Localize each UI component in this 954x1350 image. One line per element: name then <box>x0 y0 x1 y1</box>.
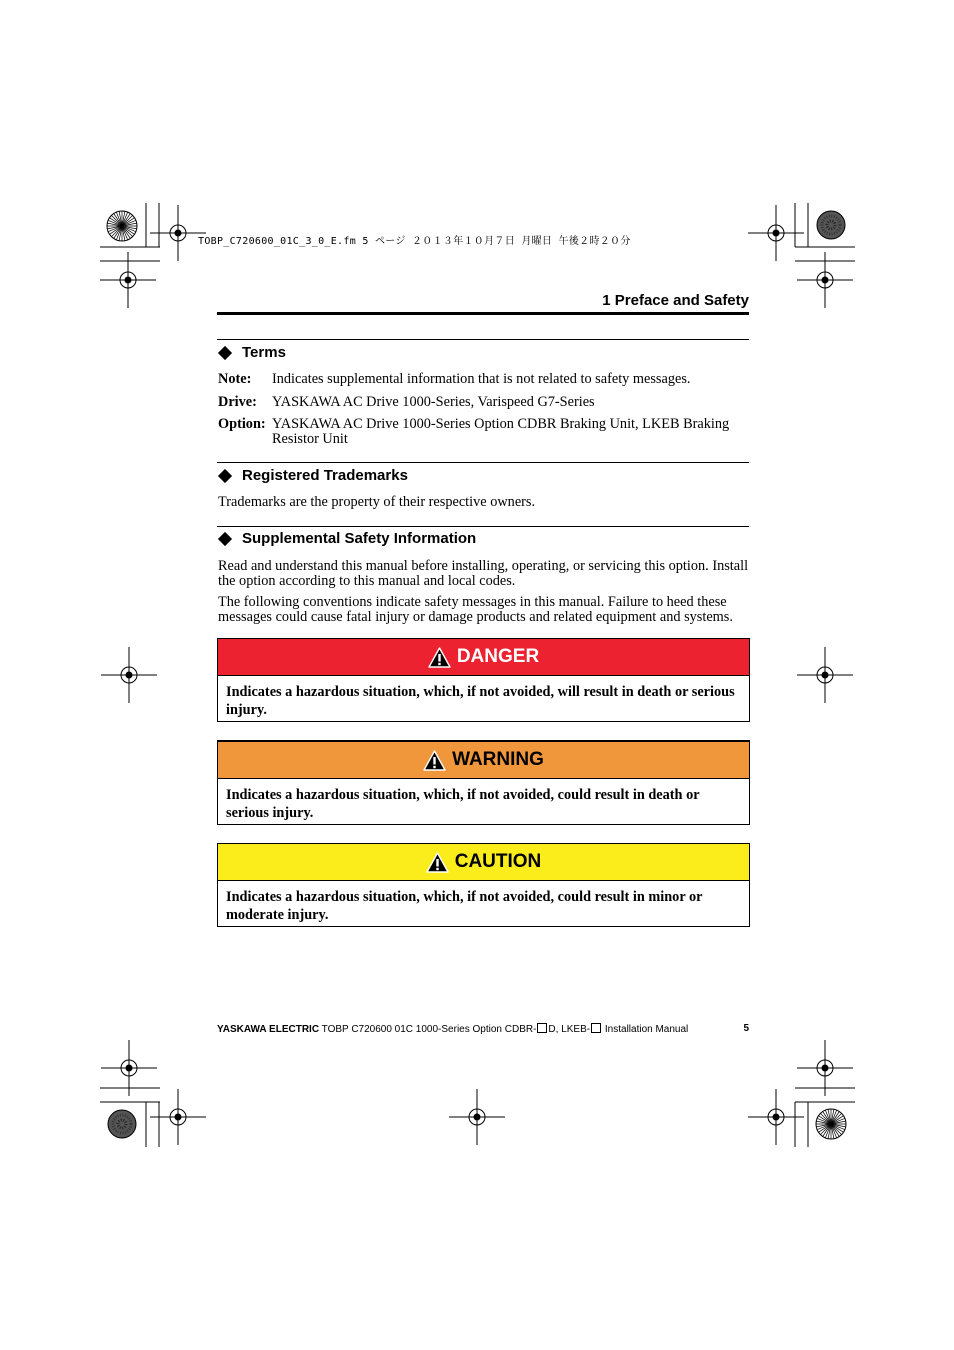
term-value: Indicates supplemental information that is not related to safety messages. <box>272 371 691 387</box>
diamond-bullet-icon <box>218 468 232 482</box>
danger-box <box>217 638 750 722</box>
warning-text: Indicates a hazardous situation, which, if not avoided, could result in death or serious injury. <box>226 787 700 821</box>
footer-doc-part1: TOBP C720600 01C 1000-Series Option CDBR- <box>321 1024 537 1035</box>
footer-doc-info <box>217 1023 688 1035</box>
warning-triangle-icon <box>426 852 449 873</box>
placeholder-box-icon <box>591 1023 601 1033</box>
diamond-bullet-icon <box>218 531 232 545</box>
placeholder-box-icon <box>537 1023 547 1033</box>
danger-header <box>218 639 749 676</box>
term-key: Option: <box>218 416 266 432</box>
chapter-rule <box>217 312 749 315</box>
caution-box <box>217 843 750 927</box>
diamond-bullet-icon <box>218 345 232 359</box>
trademarks-heading <box>217 467 408 484</box>
warning-box <box>217 740 750 825</box>
section-rule <box>217 526 749 527</box>
danger-label: DANGER <box>456 646 540 667</box>
page-footer <box>217 1023 749 1035</box>
section-rule <box>217 339 749 340</box>
term-value: YASKAWA AC Drive 1000-Series Option CDBR Braking Unit, LKEB Braking Resistor Unit <box>272 416 730 447</box>
caution-label: CAUTION <box>454 851 542 872</box>
terms-heading <box>217 344 286 361</box>
safety-paragraph-2: The following conventions indicate safety messages in this manual. Failure to heed these messages could cause fatal injury or damage products and related equipment and systems. <box>218 594 733 625</box>
footer-doc-part2: D, LKEB- <box>548 1024 591 1035</box>
safety-paragraph-1: Read and understand this manual before installing, operating, or servicing this option. Install the option according to this manual and local codes. <box>218 558 749 589</box>
safety-heading <box>217 530 476 547</box>
danger-text: Indicates a hazardous situation, which, if not avoided, will result in death or serious injury. <box>226 684 735 718</box>
warning-label: WARNING <box>452 749 544 770</box>
page-number: 5 <box>743 1023 749 1034</box>
term-value: YASKAWA AC Drive 1000-Series, Varispeed G7-Series <box>272 394 595 410</box>
warning-header <box>218 741 749 779</box>
file-header: TOBP_C720600_01C_3_0_E.fm 5 ページ ２０１３年１０月７日 月曜日 午後２時２０分 <box>198 236 631 247</box>
section-rule <box>217 462 749 463</box>
caution-text: Indicates a hazardous situation, which, if not avoided, could result in minor or moderate injury. <box>226 889 703 923</box>
warning-triangle-icon <box>428 647 451 668</box>
footer-brand: YASKAWA ELECTRIC <box>217 1024 320 1035</box>
chapter-title: 1 Preface and Safety <box>602 292 749 309</box>
terms-heading-text: Terms <box>242 344 286 361</box>
caution-header <box>218 844 749 881</box>
term-item <box>218 395 748 410</box>
footer-doc-part3: Installation Manual <box>602 1024 689 1035</box>
trademarks-heading-text: Registered Trademarks <box>242 467 408 484</box>
term-key: Note: <box>218 371 252 387</box>
term-item <box>218 417 748 447</box>
safety-heading-text: Supplemental Safety Information <box>242 530 477 547</box>
term-key: Drive: <box>218 394 257 410</box>
trademarks-text: Trademarks are the property of their respective owners. <box>218 494 536 510</box>
warning-triangle-icon <box>423 750 446 771</box>
term-item <box>218 372 748 387</box>
